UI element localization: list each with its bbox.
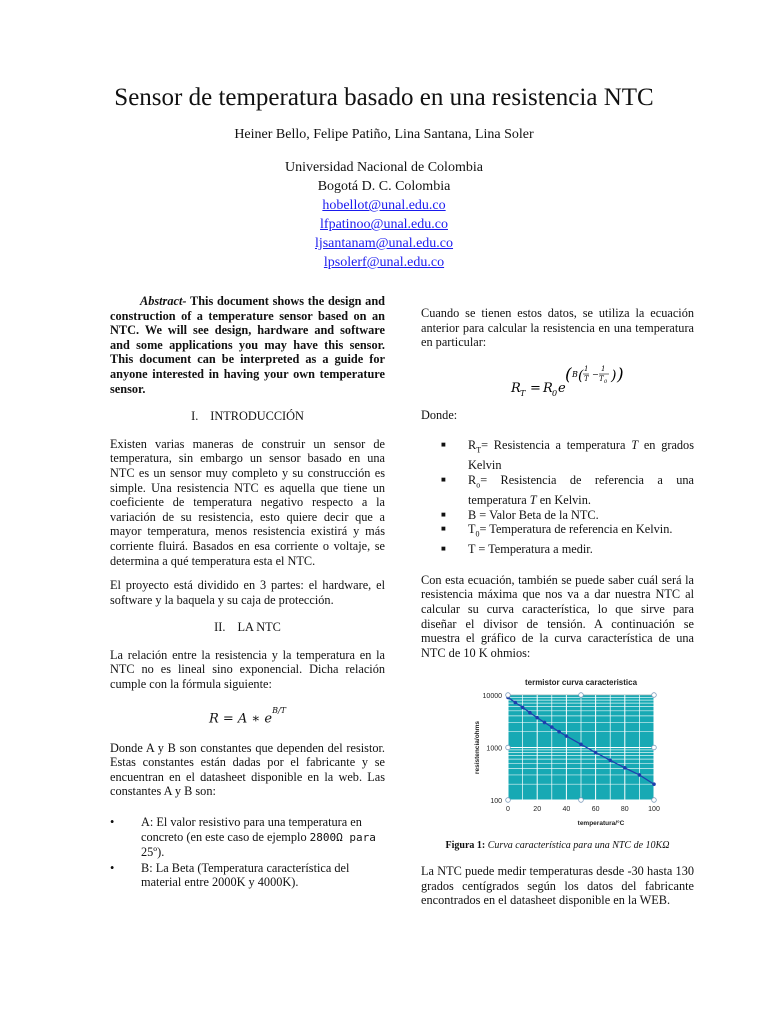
svg-text:(: ( xyxy=(565,364,572,385)
list-item: ■ T = Temperatura a medir. xyxy=(441,542,593,557)
x-tick-label: 40 xyxy=(562,806,571,814)
x-tick-label: 60 xyxy=(591,806,600,814)
x-tick-label: 0 xyxy=(506,806,510,814)
resize-handle xyxy=(652,693,657,698)
svg-text:=: = xyxy=(530,380,541,396)
abstract-label: Abstract- xyxy=(140,294,187,308)
right-column xyxy=(421,306,694,908)
list-item: • A: El valor resistivo para una temperatura en concreto (en este caso de ejemplo 2800Ω para 25º). xyxy=(110,814,376,860)
city: Bogotá D. C. Colombia xyxy=(317,179,451,194)
resize-handle xyxy=(506,798,511,803)
data-point xyxy=(557,730,561,734)
abstract-text: This document shows the design and construction of a temperature sensor based on an NTC. We will see design, hardware and software and some applications you may have this sensor. This document can be interpreted as a guide for anyone interested in having your own temperature sensor. xyxy=(110,294,385,396)
caption-text: Curva característica para una NTC de 10KΩ xyxy=(487,840,670,852)
svg-text:T: T xyxy=(584,374,589,383)
svg-text:): ) xyxy=(617,364,624,385)
list-item: ■ B = Valor Beta de la NTC. xyxy=(441,507,599,522)
svg-text:0: 0 xyxy=(604,378,608,385)
affiliation xyxy=(0,158,768,272)
data-point xyxy=(514,701,518,705)
formula-exponent: B/T xyxy=(272,705,287,715)
abstract xyxy=(110,294,385,396)
email-link[interactable]: lpsolerf@unal.edu.co xyxy=(323,255,445,270)
university: Universidad Nacional de Colombia xyxy=(285,160,483,175)
section-number: I. xyxy=(191,409,199,424)
formula-rt xyxy=(421,356,694,404)
authors: Heiner Bello, Felipe Patiño, Lina Santana, Lina Soler xyxy=(234,127,534,142)
resize-handle xyxy=(506,746,511,751)
chart-title: termistor curva caracteristica xyxy=(524,678,638,688)
data-point xyxy=(528,711,532,715)
formula-rt-graphic xyxy=(421,356,694,404)
section-title: LA NTC xyxy=(237,620,281,635)
formula-base: R = A ∗ e xyxy=(208,710,273,726)
definitions-list xyxy=(441,438,694,557)
svg-text:R: R xyxy=(511,380,521,396)
section-number: II. xyxy=(214,620,226,635)
data-point xyxy=(521,706,525,710)
section-title: INTRODUCCIÓN xyxy=(210,409,304,424)
list-item: • B: La Beta (Temperatura característica del material entre 2000K y 4000K). xyxy=(110,860,350,890)
svg-text:): ) xyxy=(611,367,617,384)
x-tick-label: 100 xyxy=(648,806,660,814)
x-tick-label: 20 xyxy=(533,806,542,814)
ntc-paragraph: La relación entre la resistencia y la temperatura en la NTC no es lineal sino exponencial. Dicha relación cumple con la fórmula siguiente: xyxy=(110,647,385,692)
resize-handle xyxy=(652,798,657,803)
y-tick-label: 10000 xyxy=(482,693,502,701)
donde-label: Donde: xyxy=(421,407,458,422)
paragraph: Cuando se tienen estos datos, se utiliza la ecuación anterior para calcular la resistencia en una temperatura en particular: xyxy=(421,306,694,350)
svg-text:B: B xyxy=(572,369,578,379)
data-point xyxy=(565,735,569,739)
email-link[interactable]: lfpatinoo@unal.edu.co xyxy=(320,217,448,232)
intro-paragraph-2: El proyecto está dividido en 3 partes: el hardware, el software y la baquela y su caja de protección. xyxy=(110,578,385,607)
x-tick-label: 80 xyxy=(620,806,629,814)
constants-list xyxy=(110,815,385,890)
paper-title: Sensor de temperatura basado en una resistencia NTC xyxy=(114,84,654,111)
section-heading-ntc xyxy=(110,620,385,635)
intro-paragraph: Existen varias maneras de construir un sensor de temperatura, sin embargo un sensor basado en una NTC es un sensor muy completo y su construcción es simple. Una resistencia NTC es aquella que tiene un coeficiente de temperatura negativo respecto a la variación de su resistencia, esto quiere decir que a mayor temperatura, menos resistencia existirá y más corriente fluirá. Basados en esa corriente o voltaje, se determina a qué temperatura esta el NTC. xyxy=(110,436,385,568)
chart-svg xyxy=(421,672,694,837)
svg-text:T: T xyxy=(520,388,526,398)
resize-handle xyxy=(579,798,584,803)
data-point xyxy=(550,726,554,730)
list-item: ■ $T_0=$ Temperatura de referencia en Kelvin. xyxy=(441,522,673,539)
x-axis-label: temperatura/°C xyxy=(577,820,625,828)
list-item: ■ $R_o=$ Resistencia de referencia a una temperatura T en Kelvin. xyxy=(441,473,694,508)
svg-text:e: e xyxy=(558,380,566,396)
y-tick-label: 1000 xyxy=(486,745,502,753)
ntc-paragraph-2: Donde A y B son constantes que dependen del resistor. Estas constantes están dadas por el fabricante y se encuentran en el datasheet disponible en la web. Las constantes A y B son: xyxy=(110,740,385,799)
code-value: 2800Ω para xyxy=(309,830,376,844)
paragraph-curve: Con esta ecuación, también se puede saber cuál será la resistencia máxima que nos va a dar nuestra NTC al calcular su curva característica, lo que sirve para diseñar el divisor de tensión. A continuación se muestra el gráfico de la curva característica de una NTC de 10 K ohmios: xyxy=(421,572,694,660)
list-item: ■ $R_T=$ Resistencia a temperatura T en grados Kelvin xyxy=(441,438,694,473)
email-link[interactable]: ljsantanam@unal.edu.co xyxy=(314,236,454,251)
svg-text:0: 0 xyxy=(552,388,558,398)
ntc-chart xyxy=(421,672,694,837)
svg-text:T: T xyxy=(599,374,604,383)
email-link[interactable]: hobellot@unal.edu.co xyxy=(322,198,446,213)
svg-text:1: 1 xyxy=(601,364,606,373)
y-tick-label: 100 xyxy=(490,798,502,806)
data-point xyxy=(623,766,627,770)
data-point xyxy=(608,759,612,763)
svg-text:R: R xyxy=(543,380,553,396)
data-point xyxy=(543,721,547,725)
resize-handle xyxy=(579,693,584,698)
data-point xyxy=(594,751,598,755)
data-point xyxy=(652,783,656,787)
svg-text:1: 1 xyxy=(584,364,589,373)
figure-caption xyxy=(421,839,694,854)
resize-handle xyxy=(506,693,511,698)
data-point xyxy=(579,743,583,747)
data-point xyxy=(535,716,539,720)
svg-text:−: − xyxy=(592,369,599,379)
y-axis-label: resistencia/ohms xyxy=(474,721,481,775)
section-heading-intro xyxy=(110,409,385,424)
left-column xyxy=(110,294,385,891)
data-point xyxy=(638,774,642,778)
paragraph-range: La NTC puede medir temperaturas desde -30 hasta 130 grados centígrados según los datos del fabricante encontrados en el datasheet disponible en la WEB. xyxy=(421,864,694,908)
formula-r-exponential xyxy=(110,705,385,727)
caption-label: Figura 1: xyxy=(445,840,486,852)
svg-text:(: ( xyxy=(578,367,584,384)
resize-handle xyxy=(652,746,657,751)
